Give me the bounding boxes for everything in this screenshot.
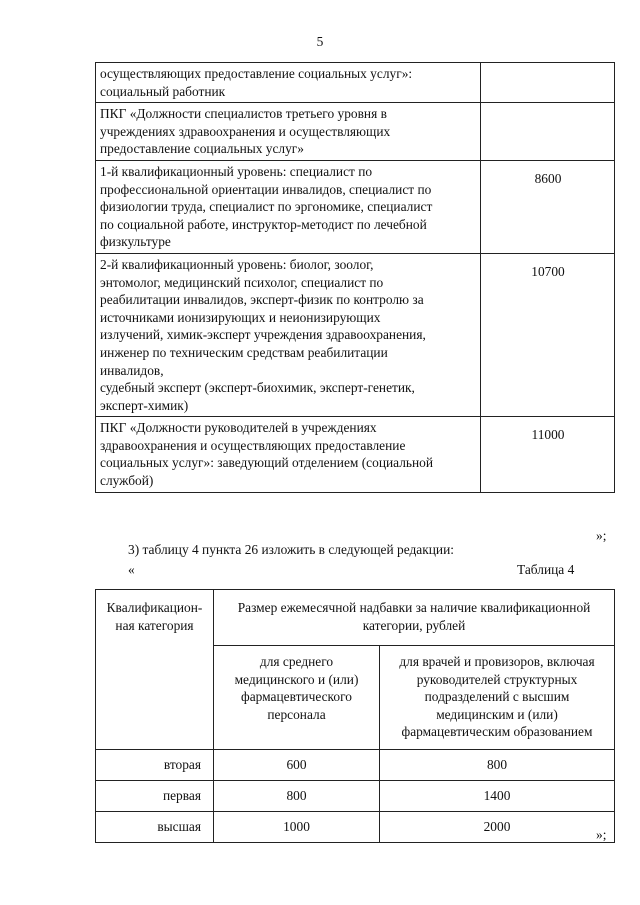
table-row: [96, 63, 615, 103]
doctors-value: 800: [380, 750, 615, 781]
category-cell: высшая: [96, 812, 214, 843]
table-row: [96, 417, 615, 492]
table-row: [96, 781, 615, 812]
positions-salary-table: [95, 62, 615, 493]
table-label: Таблица 4: [517, 562, 575, 577]
amendment-instruction: 3) таблицу 4 пункта 26 изложить в следующей редакции:: [128, 542, 454, 557]
header-doctors-pharmacists: для врачей и провизоров, включая руководителей структурных подразделений с высшим медицинским и (или) фармацевтическим образованием: [380, 646, 615, 750]
header-mid-level-staff: для среднего медицинского и (или) фармацевтического персонала: [214, 646, 380, 750]
table-row: [96, 160, 615, 253]
position-description-cell: 1-й квалификационный уровень: специалист по профессиональной ориентации инвалидов, специалист по физиологии труда, специалист по эргономике, специалист по социальной работе, инструктор-методист по лечебной физкультуре: [96, 160, 481, 253]
opening-quote: «: [128, 562, 135, 577]
header-qualification-category: Квалификацион- ная категория: [96, 590, 214, 750]
salary-value-cell: [481, 103, 615, 161]
category-cell: первая: [96, 781, 214, 812]
position-description-cell: 2-й квалификационный уровень: биолог, зоолог, энтомолог, медицинский психолог, специалист по реабилитации инвалидов, эксперт-физик по контролю за источниками ионизирующих и неионизирующих излучений, химик-эксперт учреждения здравоохранения, инженер по техническим средствам реабилитации инвалидов, судебный эксперт (эксперт-биохимик, эксперт-генетик, эксперт-химик): [96, 253, 481, 416]
table2-closing-quote: »;: [596, 827, 607, 842]
salary-value-cell: 8600: [481, 160, 615, 253]
mid-staff-value: 800: [214, 781, 380, 812]
doctors-value: 1400: [380, 781, 615, 812]
position-description-cell: осуществляющих предоставление социальных услуг»: социальный работник: [96, 63, 481, 103]
mid-staff-value: 1000: [214, 812, 380, 843]
position-description-cell: ПКГ «Должности специалистов третьего уровня в учреждениях здравоохранения и осуществляющих предоставление социальных услуг»: [96, 103, 481, 161]
table-row: [96, 812, 615, 843]
salary-value-cell: 11000: [481, 417, 615, 492]
category-cell: вторая: [96, 750, 214, 781]
position-description-cell: ПКГ «Должности руководителей в учреждениях здравоохранения и осуществляющих предоставление социальных услуг»: заведующий отделением (социальной службой): [96, 417, 481, 492]
qualification-bonus-table: [95, 589, 615, 843]
doctors-value: 2000: [380, 812, 615, 843]
salary-value-cell: 10700: [481, 253, 615, 416]
table-row: [96, 253, 615, 416]
table-row: [96, 750, 615, 781]
header-bonus-amount: Размер ежемесячной надбавки за наличие квалификационной категории, рублей: [214, 590, 615, 646]
page-number: 5: [316, 34, 324, 49]
table-row: [96, 103, 615, 161]
table1-closing-quote: »;: [596, 528, 607, 543]
salary-value-cell: [481, 63, 615, 103]
mid-staff-value: 600: [214, 750, 380, 781]
